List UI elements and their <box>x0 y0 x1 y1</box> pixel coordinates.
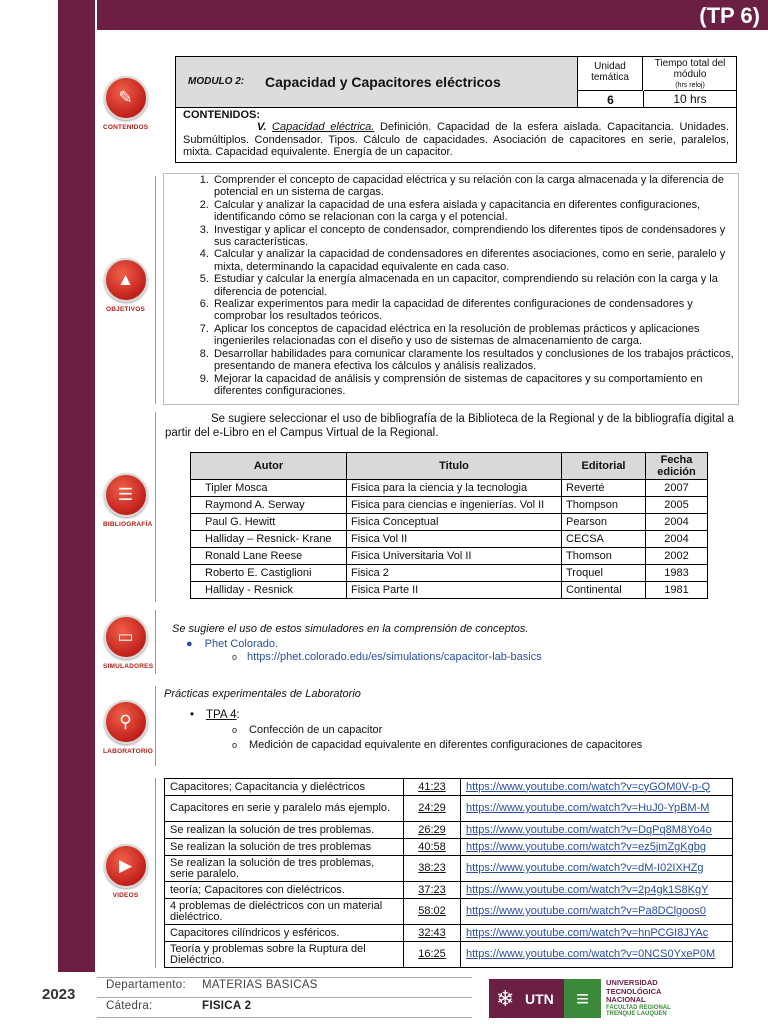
video-link[interactable]: https://www.youtube.com/watch?v=ez5jmZgKgbg <box>461 839 733 856</box>
circle-bullet-icon: o <box>232 725 238 735</box>
table-row <box>191 582 708 599</box>
catedra-label: Cátedra: <box>106 1000 153 1012</box>
video-link[interactable]: https://www.youtube.com/watch?v=dM-I02IXHZg <box>461 856 733 882</box>
cell-editorial: Thompson <box>562 497 646 514</box>
cell-editorial: Reverté <box>562 480 646 497</box>
divider <box>155 610 156 674</box>
cell-autor: Tipler Mosca <box>191 480 347 497</box>
module-title: Capacidad y Capacitores eléctricos <box>265 74 501 90</box>
video-duration: 38:23 <box>404 856 461 882</box>
contenidos-box <box>176 107 736 162</box>
table-row <box>165 882 733 899</box>
table-row <box>165 796 733 822</box>
tiempo-label <box>644 57 736 91</box>
objetivo-item: 9. Mejorar la capacidad de análisis y comprensión de sistemas de capacitores y su comportamiento en diferentes configuraciones. <box>212 373 738 398</box>
bibliografia-table <box>190 452 708 599</box>
utn-logo-text: UTN <box>525 991 554 1007</box>
unidad-value: 6 <box>578 91 644 107</box>
contenidos-text <box>183 121 729 159</box>
table-row <box>165 779 733 796</box>
tp-label: (TP 6) <box>699 3 760 28</box>
uni-line: UNIVERSIDAD <box>606 978 658 987</box>
video-duration: 40:58 <box>404 839 461 856</box>
cell-titulo: Fisica Universitaria Vol II <box>347 548 562 565</box>
cell-titulo: Fisica 2 <box>347 565 562 582</box>
video-duration: 58:02 <box>404 899 461 925</box>
cell-editorial: Continental <box>562 582 646 599</box>
divider <box>155 686 156 766</box>
utn-logo <box>489 979 601 1018</box>
dept-label: Departamento: <box>106 979 186 991</box>
laboratorio-icon-label: LABORATORIO <box>103 748 153 755</box>
column-header: Autor <box>191 453 347 480</box>
lab-item-text: Confección de un capacitor <box>249 724 383 736</box>
unidad-label: Unidad temática <box>578 57 643 91</box>
video-link[interactable]: https://www.youtube.com/watch?v=Pa8DClgoos0 <box>461 899 733 925</box>
table-row <box>191 480 708 497</box>
video-link[interactable]: https://www.youtube.com/watch?v=cyGOM0V-p-Q <box>461 779 733 796</box>
laptop-icon: ▭ <box>104 615 148 659</box>
tpa-item <box>190 709 240 721</box>
column-header: Editorial <box>562 453 646 480</box>
simuladores-intro: Se sugiere el uso de estos simuladores en la comprensión de conceptos. <box>172 623 529 635</box>
clipboard-icon: ✎ <box>104 76 148 120</box>
cell-autor: Halliday – Resnick- Krane <box>191 531 347 548</box>
column-header: Fecha edición <box>646 453 708 480</box>
video-duration: 16:25 <box>404 942 461 968</box>
video-title: Se realizan la solución de tres problemas <box>165 839 404 856</box>
catedra-value: FISICA 2 <box>202 1000 252 1012</box>
tiempo-label-text: Tiempo total del módulo <box>654 58 726 80</box>
cell-titulo: Fisica Parte II <box>347 582 562 599</box>
divider <box>155 176 156 404</box>
header-band <box>97 0 768 30</box>
uni-sub-line: TRENQUE LAUQUEN <box>606 1011 667 1017</box>
video-camera-icon: ▶ <box>104 844 148 888</box>
video-duration: 37:23 <box>404 882 461 899</box>
simulador-link[interactable]: https://phet.colorado.edu/es/simulations/capacitor-lab-basics <box>247 651 542 663</box>
video-title: Se realizan la solución de tres problemas, serie paralelo. <box>165 856 404 882</box>
objetivo-item: 4. Calcular y analizar la capacidad de condensadores en diferentes asociaciones, como en serie, paralelo y mixta, determinando la capacidad equivalente en cada caso. <box>212 248 738 273</box>
simulador-name: Phet Colorado. <box>204 638 279 650</box>
videos-icon-label: VIDEOS <box>112 892 139 899</box>
table-row <box>191 565 708 582</box>
objetivos-badge <box>103 258 148 313</box>
flask-icon: ⚲ <box>104 700 148 744</box>
objetivo-item: 5. Estudiar y calcular la energía almacenada en un capacitor, comprendiendo su relación con la carga y la diferencia de potencial. <box>212 273 738 298</box>
cell-autor: Paul G. Hewitt <box>191 514 347 531</box>
video-duration: 41:23 <box>404 779 461 796</box>
cell-fecha: 2004 <box>646 514 708 531</box>
contenidos-badge <box>103 76 148 131</box>
module-box <box>175 56 737 163</box>
books-icon: ☰ <box>104 473 148 517</box>
simulador-link-row <box>232 651 542 663</box>
cell-editorial: Pearson <box>562 514 646 531</box>
simulador-item <box>186 638 278 650</box>
videos-table <box>164 778 733 968</box>
cell-fecha: 2004 <box>646 531 708 548</box>
chart-icon: ▲ <box>104 258 148 302</box>
video-link[interactable]: https://www.youtube.com/watch?v=DqPq8M8Yo4o <box>461 822 733 839</box>
cell-autor: Ronald Lane Reese <box>191 548 347 565</box>
simuladores-icon-label: SIMULADORES <box>103 663 154 670</box>
divider <box>155 778 156 968</box>
table-row <box>165 822 733 839</box>
uni-line: TECNOLÓGICA <box>606 986 662 996</box>
left-sidebar-band <box>58 0 95 972</box>
objetivo-item: 8. Desarrollar habilidades para comunicar claramente los resultados y conclusiones de los trabajos prácticos, presentando de manera efectiva los cálculos y análisis realizados. <box>212 348 738 373</box>
cell-editorial: CECSA <box>562 531 646 548</box>
laboratorio-intro: Prácticas experimentales de Laboratorio <box>164 688 361 700</box>
objetivos-list <box>164 174 738 397</box>
footer-info <box>97 977 472 1017</box>
divider <box>155 412 156 602</box>
laboratorio-badge <box>103 700 153 755</box>
video-duration: 26:29 <box>404 822 461 839</box>
utn-emblem-icon: ❄ <box>496 986 515 1011</box>
video-title: Capacitores; Capacitancia y dieléctricos <box>165 779 404 796</box>
dept-value: MATERIAS BASICAS <box>202 979 318 991</box>
module-header <box>176 57 578 107</box>
video-title: Capacitores cilíndricos y esféricos. <box>165 925 404 942</box>
cell-titulo: Fisica Vol II <box>347 531 562 548</box>
tpa-suffix: : <box>236 709 240 721</box>
contenidos-number: V. <box>257 121 267 133</box>
cell-fecha: 2005 <box>646 497 708 514</box>
video-duration: 32:43 <box>404 925 461 942</box>
contenidos-title: CONTENIDOS: <box>183 109 260 121</box>
divider <box>97 997 472 998</box>
cell-autor: Halliday - Resnick <box>191 582 347 599</box>
cell-fecha: 2002 <box>646 548 708 565</box>
video-title: Capacitores en serie y paralelo más ejemplo. <box>165 796 404 822</box>
objetivo-item: 7. Aplicar los conceptos de capacidad eléctrica en la resolución de problemas prácticos y aplicaciones ingenieriles relacionadas con el diseño y uso de sistemas de almacenamiento de carga. <box>212 323 738 348</box>
video-link[interactable]: https://www.youtube.com/watch?v=2p4gk1S8KgY <box>461 882 733 899</box>
table-row <box>191 514 708 531</box>
cell-autor: Roberto E. Castiglioni <box>191 565 347 582</box>
videos-badge <box>103 844 148 899</box>
simuladores-badge <box>103 615 154 670</box>
video-title: Teoría y problemas sobre la Ruptura del Dieléctrico. <box>165 942 404 968</box>
cell-titulo: Fisica para ciencias e ingenierías. Vol II <box>347 497 562 514</box>
cell-titulo: Fisica para la ciencia y la tecnologia <box>347 480 562 497</box>
lab-item <box>232 724 382 736</box>
objetivos-box <box>163 173 739 405</box>
video-title: teoría; Capacitores con dieléctricos. <box>165 882 404 899</box>
cell-editorial: Thomson <box>562 548 646 565</box>
video-title: 4 problemas de dieléctricos con un material dieléctrico. <box>165 899 404 925</box>
table-row <box>165 899 733 925</box>
objetivo-item: 1. Comprender el concepto de capacidad eléctrica y su relación con la carga almacenada y la diferencia de potencial en un sistema de cargas. <box>212 174 738 199</box>
tiempo-value: 10 hrs <box>673 92 707 106</box>
divider <box>97 977 472 978</box>
module-label: MODULO 2: <box>188 76 245 87</box>
cell-fecha: 2007 <box>646 480 708 497</box>
footer-year: 2023 <box>42 986 76 1003</box>
objetivo-item: 2. Calcular y analizar la capacidad de una esfera aislada y capacitancia en diferentes configuraciones, identificando cómo se relacionan con la carga y el potencial. <box>212 199 738 224</box>
table-row <box>165 942 733 968</box>
bibliografia-icon-label: BIBLIOGRAFÍA <box>103 521 153 528</box>
video-link[interactable]: https://www.youtube.com/watch?v=HuJ0-YpBM-M <box>461 796 733 822</box>
bullet-icon: ● <box>186 638 193 650</box>
circle-bullet-icon: o <box>232 652 238 662</box>
bullet-icon: • <box>190 709 195 721</box>
table-row <box>165 839 733 856</box>
video-title: Se realizan la solución de tres problemas. <box>165 822 404 839</box>
uni-sub-line: FACULTAD REGIONAL <box>606 1004 671 1011</box>
circle-bullet-icon: o <box>232 740 238 750</box>
tpa-label: TPA 4 <box>206 709 237 721</box>
cell-autor: Raymond A. Serway <box>191 497 347 514</box>
regional-emblem-icon: ≡ <box>564 979 601 1018</box>
column-header: Titulo <box>347 453 562 480</box>
contenidos-body: Definición. Capacidad de la esfera aislada. Capacitancia. Unidades. Submúltiplos. Condensador. Tipos. Cálculo de capacidades. Asociación de capacitores en serie, paralelos, mixta. Capacidad equivalente. Energía de un capacitor. <box>183 121 729 158</box>
contenidos-topic: Capacidad eléctrica. <box>272 121 375 133</box>
uni-line: NACIONAL <box>606 995 646 1004</box>
table-row <box>191 531 708 548</box>
video-link[interactable]: https://www.youtube.com/watch?v=hnPCGI8JYAc <box>461 925 733 942</box>
objetivo-item: 3. Investigar y aplicar el concepto de condensador, comprendiendo los diferentes tipos de condensadores y sus características. <box>212 224 738 249</box>
tiempo-sub: (hrs reloj) <box>675 82 705 89</box>
table-row <box>165 925 733 942</box>
table-row <box>191 548 708 565</box>
video-duration: 24:29 <box>404 796 461 822</box>
objetivo-item: 6. Realizar experimentos para medir la capacidad de diferentes configuraciones de condensadores y comprobar los resultados teóricos. <box>212 298 738 323</box>
contenidos-icon-label: CONTENIDOS <box>103 124 149 131</box>
bibliografia-intro: Se sugiere seleccionar el uso de bibliografía de la Biblioteca de la Regional y de la bibliografía digital a partir del e-Libro en el Campus Virtual de la Regional. <box>165 413 734 439</box>
table-row <box>165 856 733 882</box>
cell-fecha: 1981 <box>646 582 708 599</box>
cell-titulo: Fisica Conceptual <box>347 514 562 531</box>
divider <box>97 1017 472 1018</box>
lab-item <box>232 739 642 751</box>
table-row <box>191 497 708 514</box>
table-header-row <box>191 453 708 480</box>
cell-editorial: Troquel <box>562 565 646 582</box>
lab-item-text: Medición de capacidad equivalente en diferentes configuraciones de capacitores <box>249 739 643 751</box>
cell-fecha: 1983 <box>646 565 708 582</box>
objetivos-icon-label: OBJETIVOS <box>105 306 145 313</box>
university-name <box>606 979 671 1018</box>
bibliografia-badge <box>103 473 153 528</box>
video-link[interactable]: https://www.youtube.com/watch?v=0NCS0YxeP0M <box>461 942 733 968</box>
